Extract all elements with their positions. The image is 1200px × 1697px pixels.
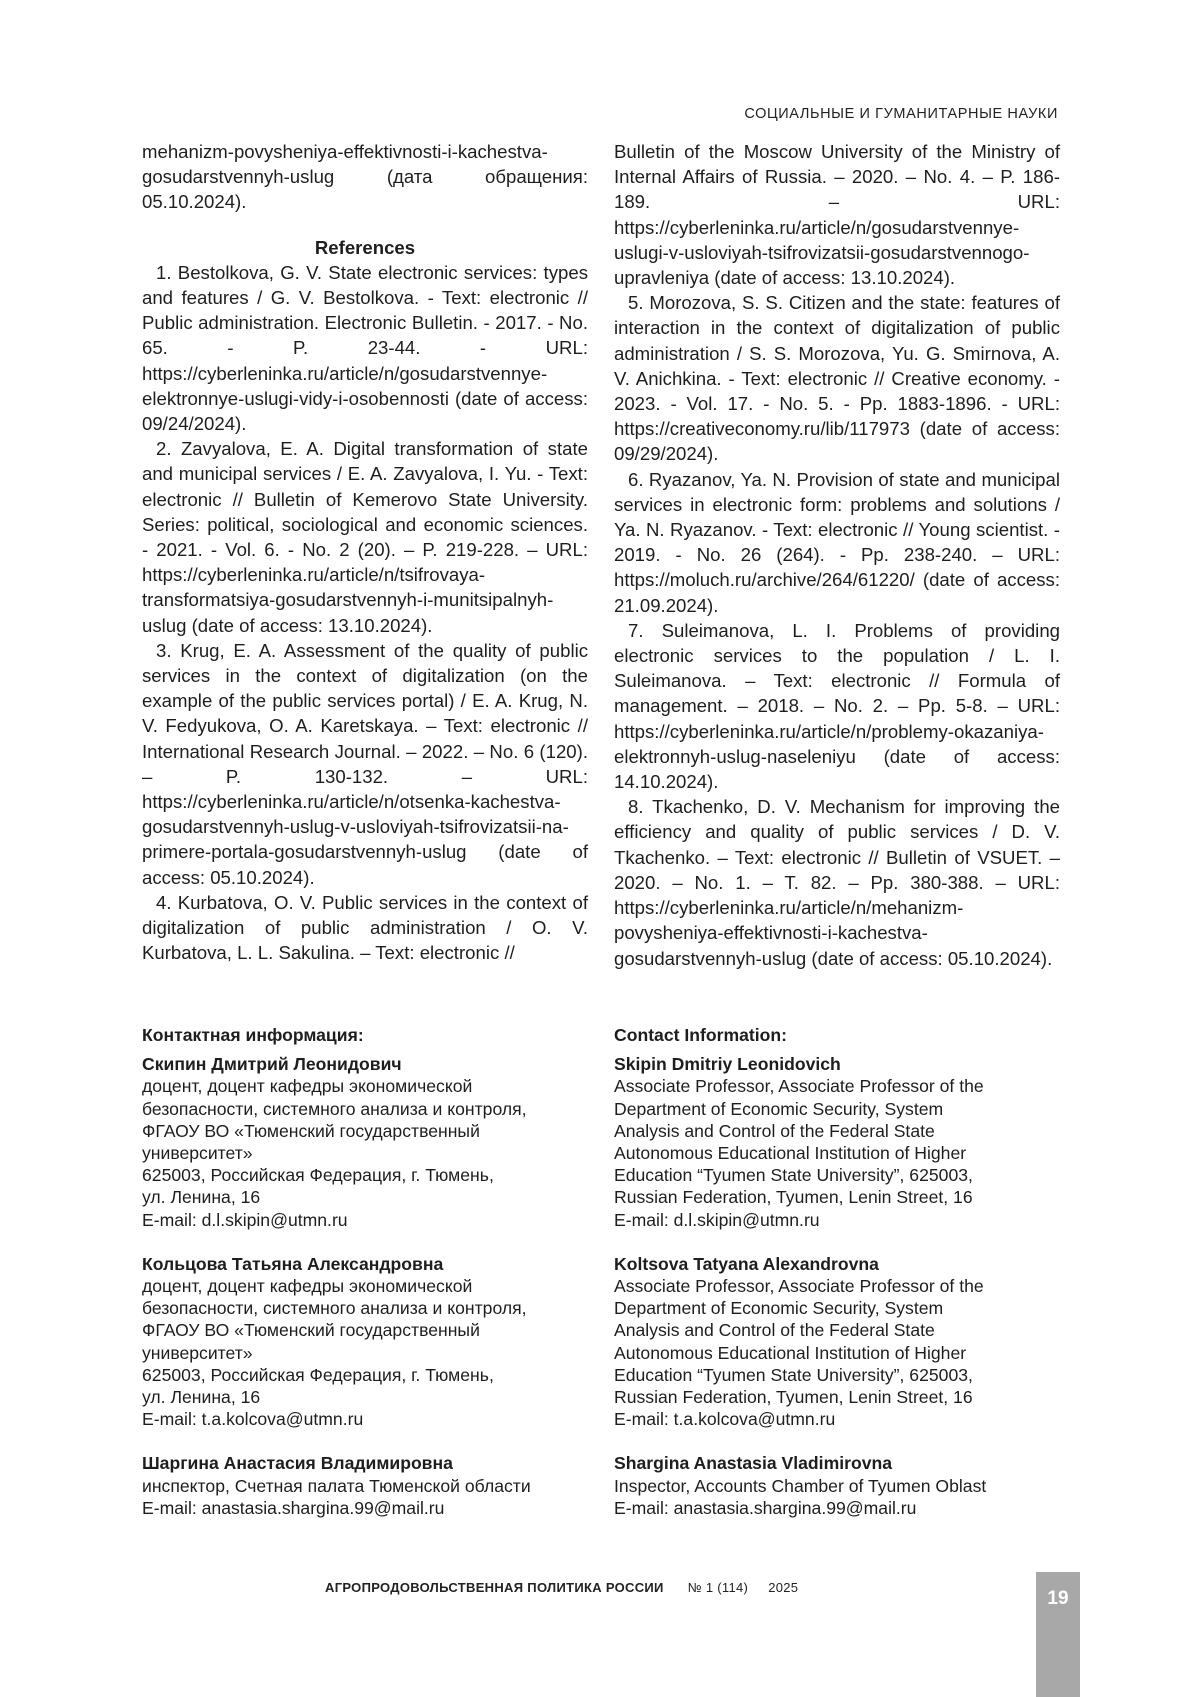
person-detail: Department of Economic Security, System (614, 1298, 944, 1319)
person-detail: 625003, Российская Федерация, г. Тюмень, (142, 1165, 494, 1186)
person-name: Шаргина Анастасия Владимировна (142, 1453, 453, 1474)
person-detail: Associate Professor, Associate Professor of the (614, 1076, 984, 1097)
continuation-text: mehanizm-povysheniya-effektivnosti-i-kachestva-gosudarstvennyh-uslug (дата обращения: 05.10.2024). (142, 141, 588, 213)
person-detail: ФГАОУ ВО «Тюменский государственный (142, 1320, 480, 1341)
person-detail: университет» (142, 1342, 253, 1363)
reference-item: 7. Suleimanova, L. I. Problems of providing electronic services to the population / L. I. Suleimanova. – Text: electronic // Formula of management. – 2018. – No. 2. – Pp. 5-8. – URL: https://cyberleninka.ru/article/n/problemy-okazaniya-elektronnyh-uslug-naseleniyu (date of access: 14.10.2024). (614, 619, 1060, 793)
person-detail: Analysis and Control of the Federal State (614, 1120, 935, 1141)
person-detail: Russian Federation, Tyumen, Lenin Street, 16 (614, 1387, 973, 1408)
person-detail: доцент, доцент кафедры экономической (142, 1076, 473, 1097)
reference-item: 3. Krug, E. A. Assessment of the quality of public services in the context of digitalization (on the example of the public services portal) / E. A. Krug, N. V. Fedyukova, O. A. Karetskaya. – Text: electronic // International Research Journal. – 2022. – No. 6 (120). – P. 130-132. – URL: https://cyberleninka.ru/article/n/otsenka-kachestva-gosudarstvennyh-uslug-v-usloviyah-tsifrovizatsii-na-primere-portala-gosudarstvennyh-uslug (date of access: 05.10.2024). (142, 639, 588, 888)
page-number: 19 (1047, 1588, 1069, 1609)
page-number-tab (1036, 1572, 1080, 1697)
person-detail: ул. Ленина, 16 (142, 1387, 261, 1408)
person-email: E-mail: anastasia.shargina.99@mail.ru (142, 1497, 445, 1518)
contacts-heading: Контактная информация: (142, 1025, 364, 1045)
person-detail: Inspector, Accounts Chamber of Tyumen Oblast (614, 1475, 987, 1496)
reference-item: 2. Zavyalova, E. A. Digital transformation of state and municipal services / E. A. Zavyalova, I. Yu. - Text: electronic // Bulletin of Kemerovo State University. Series: political, sociological and economic sciences. - 2021. - Vol. 6. - No. 2 (20). – P. 219-228. – URL: https://cyberleninka.ru/article/n/tsifrovaya-transformatsiya-gosudarstvennyh-i-munitsipalnyh-uslug (date of access: 13.10.2024). (142, 438, 588, 636)
contacts-heading: Contact Information: (614, 1025, 787, 1045)
issue-number: № 1 (114) (687, 1580, 749, 1595)
person-detail: безопасности, системного анализа и контроля, (142, 1098, 527, 1119)
running-head: СОЦИАЛЬНЫЕ И ГУМАНИТАРНЫЕ НАУКИ (744, 106, 1058, 122)
person-detail: университет» (142, 1143, 253, 1164)
person-detail: Education “Tyumen State University”, 625003, (614, 1165, 973, 1186)
references-heading: References (314, 236, 416, 258)
journal-title: АГРОПРОДОВОЛЬСТВЕННАЯ ПОЛИТИКА РОССИИ (325, 1580, 664, 1595)
person-detail: Autonomous Educational Institution of Higher (614, 1342, 967, 1363)
contacts-english (614, 1024, 1074, 1541)
person-detail: ул. Ленина, 16 (142, 1187, 261, 1208)
person-name: Скипин Дмитрий Леонидович (142, 1054, 402, 1075)
person-name: Shargina Anastasia Vladimirovna (614, 1453, 893, 1474)
contact-person (614, 1253, 1074, 1431)
contact-person (142, 1053, 602, 1231)
person-detail: Associate Professor, Associate Professor of the (614, 1276, 984, 1297)
person-detail: инспектор, Счетная палата Тюменской области (142, 1475, 531, 1496)
person-email: E-mail: anastasia.shargina.99@mail.ru (614, 1497, 917, 1518)
right-column (614, 139, 1060, 971)
person-detail: безопасности, системного анализа и контроля, (142, 1298, 527, 1319)
contacts-russian (142, 1024, 602, 1541)
reference-item: 4. Kurbatova, O. V. Public services in the context of digitalization of public administration / O. V. Kurbatova, L. L. Sakulina. – Text: electronic // (142, 891, 588, 964)
person-detail: Analysis and Control of the Federal State (614, 1320, 935, 1341)
reference-item: 8. Tkachenko, D. V. Mechanism for improving the efficiency and quality of public services / D. V. Tkachenko. – Text: electronic // Bulletin of VSUET. – 2020. – No. 1. – T. 82. – Pp. 380-388. – URL: https://cyberleninka.ru/article/n/mehanizm-povysheniya-effektivnosti-i-kachestva-gosudarstvennyh-uslug (date of access: 05.10.2024). (614, 796, 1060, 969)
issue-year: 2025 (768, 1580, 799, 1595)
person-detail: Department of Economic Security, System (614, 1098, 944, 1119)
person-detail: доцент, доцент кафедры экономической (142, 1276, 473, 1297)
left-column (142, 139, 588, 966)
person-email: E-mail: t.a.kolcova@utmn.ru (142, 1409, 364, 1430)
reference-item: 5. Morozova, S. S. Citizen and the state: features of interaction in the context of digitalization of public administration / S. S. Morozova, Yu. G. Smirnova, A. V. Anichkina. - Text: electronic // Creative economy. - 2023. - Vol. 17. - No. 5. - Pp. 1883-1896. - URL: https://creativeconomy.ru/lib/117973 (date of access: 09/29/2024). (614, 292, 1060, 465)
person-email: E-mail: d.l.skipin@utmn.ru (614, 1209, 820, 1230)
page-footer (325, 1580, 798, 1595)
reference-item: 1. Bestolkova, G. V. State electronic services: types and features / G. V. Bestolkova. - Text: electronic // Public administration. Electronic Bulletin. - 2017. - No. 65. - P. 23-44. - URL: https://cyberleninka.ru/article/n/gosudarstvennye-elektronnye-uslugi-vidy-i-osobennosti (date of access: 09/24/2024). (142, 261, 588, 435)
person-detail: Autonomous Educational Institution of Higher (614, 1143, 967, 1164)
continuation-text: Bulletin of the Moscow University of the Ministry of Internal Affairs of Russia. – 2020. – No. 4. – P. 186-189. – URL: https://cyberleninka.ru/article/n/gosudarstvennye-uslugi-v-usloviyah-tsifrovizatsii-gosudarstvennogo-upravleniya (date of access: 13.10.2024). (614, 141, 1060, 289)
person-name: Skipin Dmitriy Leonidovich (614, 1054, 841, 1075)
person-detail: 625003, Российская Федерация, г. Тюмень, (142, 1364, 494, 1385)
reference-item: 6. Ryazanov, Ya. N. Provision of state and municipal services in electronic form: problems and solutions / Ya. N. Ryazanov. - Text: electronic // Young scientist. - 2019. - No. 26 (264). - Pp. 238-240. – URL: https://moluch.ru/archive/264/61220/ (date of access: 21.09.2024). (614, 468, 1060, 616)
person-detail: Education “Tyumen State University”, 625003, (614, 1364, 973, 1385)
person-detail: ФГАОУ ВО «Тюменский государственный (142, 1120, 480, 1141)
contact-person (142, 1253, 602, 1431)
person-name: Кольцова Татьяна Александровна (142, 1253, 444, 1274)
contact-person (614, 1452, 1074, 1519)
person-email: E-mail: d.l.skipin@utmn.ru (142, 1209, 348, 1230)
person-email: E-mail: t.a.kolcova@utmn.ru (614, 1409, 836, 1430)
contact-person (614, 1053, 1074, 1231)
person-detail: Russian Federation, Tyumen, Lenin Street, 16 (614, 1187, 973, 1208)
contact-person (142, 1452, 602, 1519)
person-name: Koltsova Tatyana Alexandrovna (614, 1253, 879, 1274)
